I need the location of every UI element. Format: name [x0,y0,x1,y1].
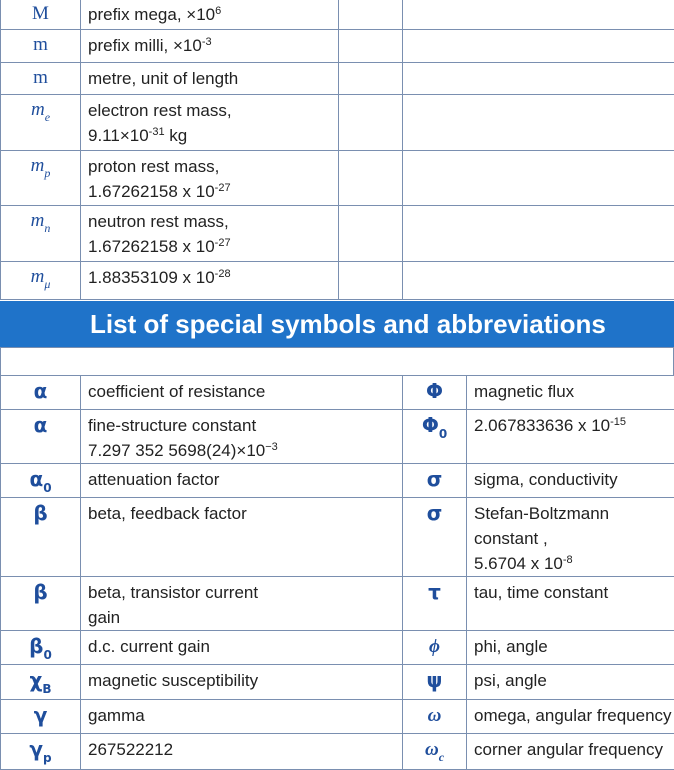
description: gamma [88,706,145,725]
symbol: β [33,580,47,604]
symbol-cell [1,30,81,63]
description-exponent: -28 [215,268,231,280]
symbol-cell [403,376,467,410]
description: sigma, conductivity [474,470,618,489]
symbol-subscript: B [42,682,51,696]
symbol-cell [1,151,81,206]
description-cell [81,0,339,30]
description-cell [81,700,403,734]
description-cell [81,262,339,300]
empty-row [0,347,674,375]
symbol-cell [1,0,81,30]
description-line2: 5.6704 x 10 [474,554,563,573]
description: phi, angle [474,637,548,656]
symbol: ψ [427,668,443,692]
description-cell [467,464,674,498]
symbol: m [31,266,45,287]
symbol-subscript: n [44,221,50,235]
symbol-subscript: e [45,110,50,124]
symbol-table-bottom [0,375,674,770]
description-line2-exponent: -27 [215,182,231,194]
symbol: M [32,3,49,24]
description-line2-exponent: -8 [563,554,573,566]
table-row [1,498,674,577]
description: beta, feedback factor [88,504,247,523]
symbol-cell [1,700,81,734]
description-line2-exponent: −3 [265,441,278,453]
description: 267522212 [88,740,173,759]
symbol-subscript: 0 [439,427,447,441]
symbol-subscript: μ [44,277,50,291]
description: prefix mega, ×10 [88,5,215,24]
description-cell [81,30,339,63]
symbol: α [34,379,48,403]
empty-cell [339,151,403,206]
description-cell [81,498,403,577]
description-line2: gain [88,608,120,627]
empty-cell [403,95,674,151]
empty-cell [339,95,403,151]
symbol-cell [1,63,81,95]
description-cell [467,376,674,410]
description: fine-structure constant [88,416,256,435]
table-row [1,0,674,30]
table-row [1,464,674,498]
symbol: m [33,34,48,55]
symbol: σ [427,467,443,491]
description-unit: kg [165,126,188,145]
table-row [1,410,674,464]
symbol: σ [427,501,443,525]
description: magnetic susceptibility [88,671,258,690]
description-exponent: -15 [610,416,626,428]
empty-cell [339,30,403,63]
symbol-subscript: p [43,751,52,765]
symbol-cell [403,464,467,498]
empty-cell [339,0,403,30]
description-cell [467,631,674,665]
empty-cell [403,206,674,262]
symbol-cell [1,464,81,498]
symbol-cell [1,262,81,300]
description-cell [81,410,403,464]
description-cell [81,464,403,498]
description: electron rest mass, [88,101,232,120]
section-banner [0,301,674,347]
description-line2-exponent: -31 [149,126,165,138]
symbol: γ [34,703,48,727]
description: metre, unit of length [88,69,238,88]
symbol-cell [403,498,467,577]
description: d.c. current gain [88,637,210,656]
table-row [1,577,674,631]
description: prefix milli, ×10 [88,36,202,55]
description: beta, transistor current [88,583,258,602]
empty-cell [339,206,403,262]
table-row [1,30,674,63]
description-cell [81,734,403,770]
symbol-cell [1,410,81,464]
empty-cell [339,262,403,300]
symbol-table-top [0,0,674,300]
description: coefficient of resistance [88,382,265,401]
description-cell [81,151,339,206]
symbol-cell [403,665,467,700]
symbol-cell [1,734,81,770]
symbol-cell [403,410,467,464]
symbol: γ [29,737,43,761]
symbol-cell [1,631,81,665]
symbol-cell [1,206,81,262]
description-cell [467,498,674,577]
description: attenuation factor [88,470,219,489]
empty-cell [403,63,674,95]
description-cell [81,631,403,665]
symbol: α [34,413,48,437]
table-row [1,206,674,262]
description-cell [81,206,339,262]
description-cell [467,577,674,631]
description: neutron rest mass, [88,212,229,231]
table-row [1,151,674,206]
symbol: Φ [426,379,443,403]
empty-cell [403,30,674,63]
description-cell [81,577,403,631]
empty-cell [403,151,674,206]
description: tau, time constant [474,583,608,602]
description-cell [467,700,674,734]
symbol: τ [428,580,441,604]
description: magnetic flux [474,382,574,401]
banner-title: List of special symbols and abbreviations [90,309,606,339]
symbol-subscript: p [44,166,50,180]
symbol: ϕ [429,636,440,657]
symbol: β [29,634,43,658]
symbol-cell [403,577,467,631]
description: 1.88353109 x 10 [88,268,215,287]
symbol-cell [403,700,467,734]
description-line2: 1.67262158 x 10 [88,182,215,201]
empty-cell [403,0,674,30]
empty-cell [339,63,403,95]
symbol-subscript: 0 [43,481,51,495]
table-row [1,376,674,410]
symbol: α [29,467,43,491]
table-row [1,262,674,300]
description-exponent: 6 [215,5,221,17]
symbol-subscript: c [439,750,444,764]
description-line2: 1.67262158 x 10 [88,237,215,256]
description-line2: 9.11×10 [88,126,149,145]
description-cell [467,734,674,770]
symbol: ω [428,705,442,726]
symbol: m [31,155,45,176]
table-row [1,63,674,95]
table-row [1,95,674,151]
description: omega, angular frequency [474,706,672,725]
symbol-cell [403,631,467,665]
description: corner angular frequency [474,740,663,759]
symbol-cell [1,498,81,577]
symbol: χ [29,668,42,692]
table-row [1,665,674,700]
description: Stefan-Boltzmann constant , [474,504,609,548]
symbol-cell [1,665,81,700]
symbol: ω [425,739,439,760]
table-row [1,631,674,665]
description-cell [81,63,339,95]
symbol: m [31,99,45,120]
description-line2: 7.297 352 5698(24)×10 [88,441,265,460]
symbol-cell [1,95,81,151]
description-cell [81,665,403,700]
description: proton rest mass, [88,157,219,176]
symbol-cell [403,734,467,770]
symbol: m [33,67,48,88]
table-row [1,700,674,734]
symbol: Φ [422,413,439,437]
symbol-cell [1,376,81,410]
symbol: β [33,501,47,525]
description-cell [467,665,674,700]
description-line2-exponent: -27 [215,237,231,249]
symbol-cell [1,577,81,631]
description-cell [81,376,403,410]
empty-cell [403,262,674,300]
symbol-subscript: 0 [43,648,51,662]
symbol: m [31,210,45,231]
description-cell [467,410,674,464]
table-row [1,734,674,770]
description-cell [81,95,339,151]
description: psi, angle [474,671,547,690]
description-exponent: -3 [202,36,212,48]
description: 2.067833636 x 10 [474,416,610,435]
